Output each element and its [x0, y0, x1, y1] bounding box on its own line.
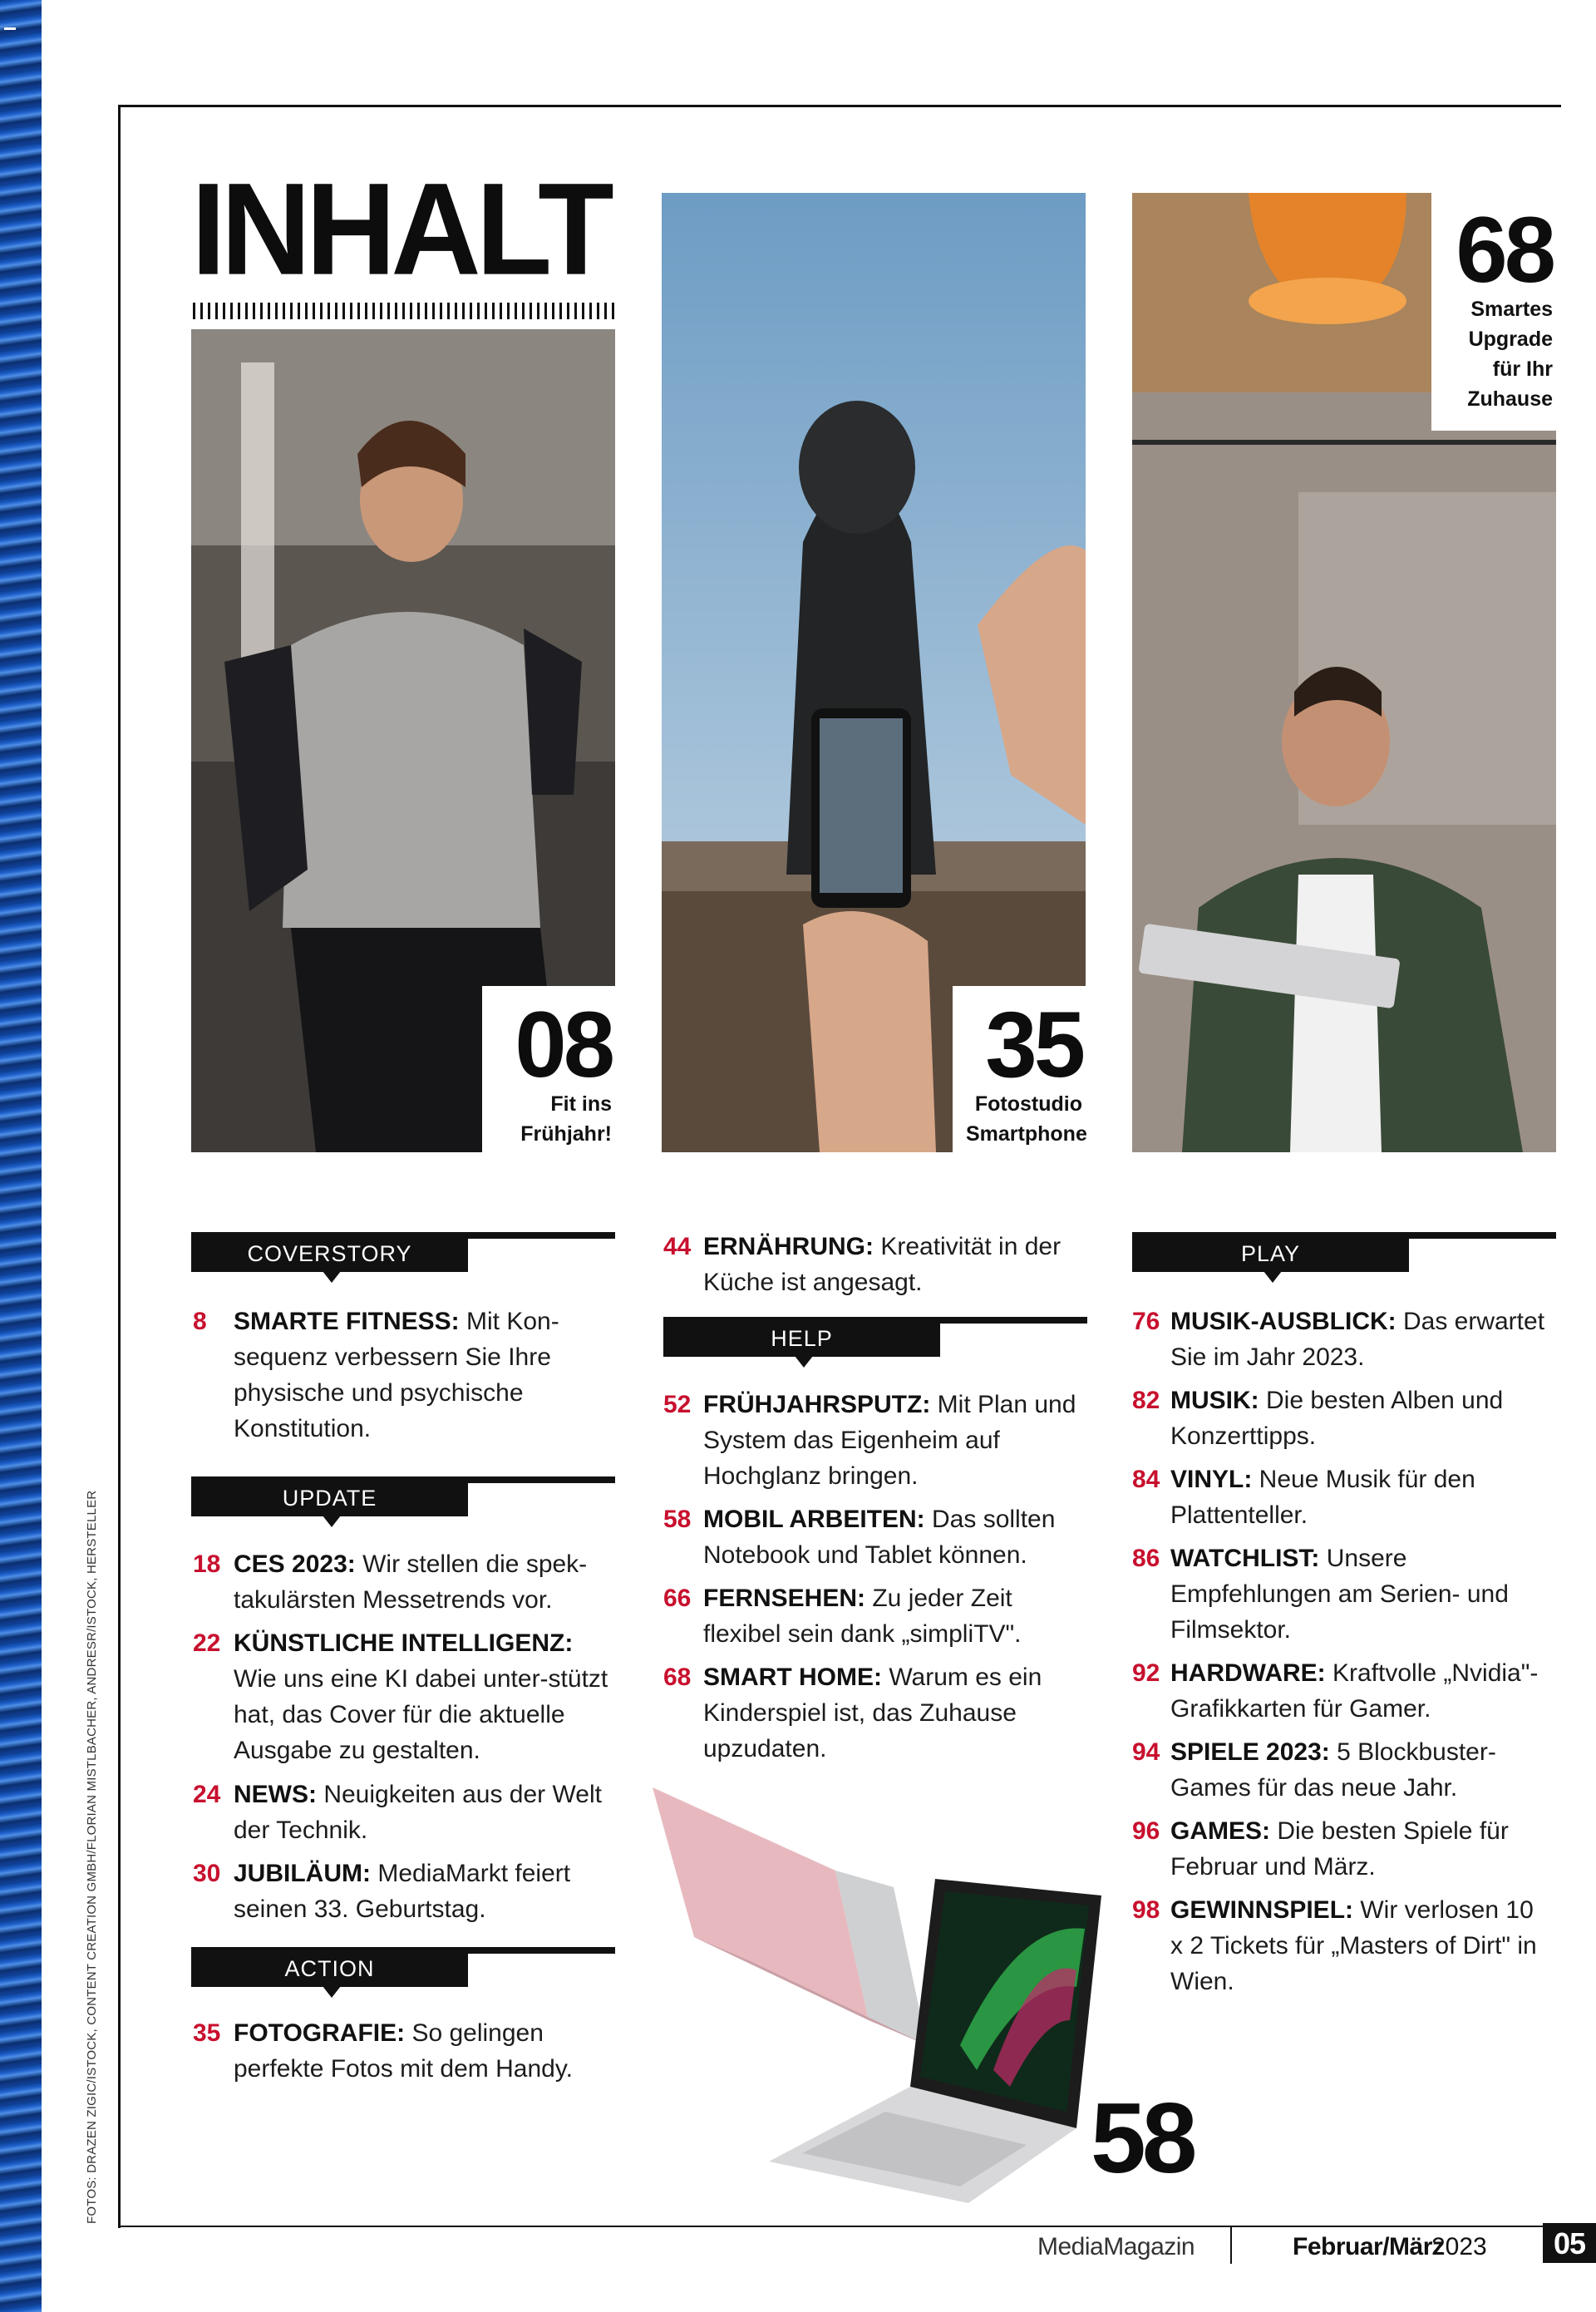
feature-caption: Fit ins: [550, 1092, 612, 1117]
entry-text: Das erwartet Sie im Jahr 2023.: [1170, 1308, 1545, 1371]
toc-entry[interactable]: [663, 1580, 1079, 1652]
entry-text: Wir stellen die spek-takulärsten Messetrends vor.: [234, 1550, 588, 1614]
section-header-coverstory: [191, 1232, 615, 1272]
section-label: HELP: [663, 1317, 940, 1357]
entry-text: Die besten Alben und Konzerttipps.: [1170, 1387, 1504, 1450]
feature-number: 08: [515, 993, 612, 1097]
feature-caption: Frühjahr!: [520, 1122, 612, 1146]
entry-text: Das sollten Notebook und Tablet können.: [703, 1506, 1056, 1569]
section-header-action: [191, 1947, 615, 1987]
toc-entry[interactable]: [193, 1777, 617, 1848]
frame-left-rule: [118, 105, 121, 2228]
toc-entry[interactable]: [1132, 1892, 1539, 1999]
feature-caption: Smartphone: [966, 1122, 1087, 1146]
entry-heading: SMARTE FITNESS:: [234, 1308, 460, 1335]
entry-page-number: 18: [193, 1550, 221, 1578]
entry-heading: HARDWARE:: [1170, 1659, 1326, 1687]
entry-text: MediaMarkt feiert seinen 33. Geburtstag.: [234, 1860, 571, 1923]
toc-entry[interactable]: [1132, 1383, 1556, 1454]
entry-heading: FOTOGRAFIE:: [234, 2019, 406, 2047]
entry-text: Warum es ein Kinderspiel ist, das Zuhause upzudaten.: [703, 1664, 1042, 1762]
entry-text: 5 Blockbuster-Games für das neue Jahr.: [1170, 1738, 1496, 1802]
entry-heading: GAMES:: [1170, 1817, 1270, 1845]
toc-entry[interactable]: [1132, 1541, 1556, 1648]
feature-caption: Fotostudio: [974, 1092, 1082, 1117]
entry-page-number: 22: [193, 1629, 221, 1657]
decorative-side-strip: [0, 0, 42, 2312]
entry-page-number: 68: [663, 1664, 692, 1691]
entry-page-number: 76: [1132, 1308, 1160, 1335]
section-label: COVERSTORY: [191, 1232, 468, 1272]
entry-text: Mit Plan und System das Eigenheim auf Hochglanz bringen.: [703, 1391, 1076, 1490]
entry-heading: CES 2023:: [234, 1550, 356, 1578]
feature-caption: Upgrade: [1468, 328, 1553, 352]
entry-heading: MUSIK-AUSBLICK:: [1170, 1308, 1396, 1335]
entry-heading: WATCHLIST:: [1170, 1545, 1320, 1572]
entry-page-number: 66: [663, 1585, 692, 1612]
footer-divider: [1230, 2226, 1232, 2264]
entry-page-number: 86: [1132, 1545, 1160, 1572]
feature-58-number: 58: [1091, 2083, 1194, 2194]
section-header-play: [1132, 1232, 1556, 1272]
entry-heading: MUSIK:: [1170, 1387, 1259, 1414]
photo-credit: FOTOS: DRAZEN ZIGIC/ISTOCK, CONTENT CREATION GMBH/FLORIAN MISTLBACHER, ANDRESR/ISTOCK, HERSTELLER: [85, 1490, 99, 2224]
strip-mark: [4, 27, 16, 30]
toc-entry[interactable]: [193, 1625, 617, 1768]
feature-68-label[interactable]: [1431, 193, 1556, 431]
feature-number: 35: [985, 993, 1082, 1097]
entry-page-number: 84: [1132, 1466, 1160, 1493]
entry-page-number: 96: [1132, 1817, 1160, 1845]
feature-caption: Zuhause: [1467, 387, 1553, 412]
feature-number: 68: [1456, 198, 1553, 302]
entry-page-number: 58: [663, 1506, 692, 1533]
feature-caption: Smartes: [1470, 298, 1553, 322]
entry-text: Die besten Spiele für Februar und März.: [1170, 1817, 1509, 1881]
footer-year: 2023: [1431, 2233, 1487, 2260]
toc-entry[interactable]: [1132, 1304, 1556, 1375]
entry-page-number: 35: [193, 2019, 221, 2047]
laptops-image[interactable]: [644, 1771, 1110, 2211]
entry-heading: FERNSEHEN:: [703, 1585, 866, 1612]
page-title: INHALT: [191, 155, 609, 303]
entry-heading: ERNÄHRUNG:: [703, 1233, 874, 1260]
toc-entry[interactable]: [193, 1856, 617, 1927]
entry-text: Kraftvolle „Nvidia"-Grafikkarten für Gamer.: [1170, 1659, 1539, 1723]
toc-entry[interactable]: [1132, 1813, 1556, 1885]
toc-entry[interactable]: [663, 1387, 1079, 1494]
feature-caption: für Ihr: [1492, 357, 1553, 382]
entry-text: Mit Kon-sequenz verbessern Sie Ihre physische und psychische Konstitution.: [234, 1308, 559, 1442]
entry-heading: NEWS:: [234, 1781, 317, 1808]
section-label: PLAY: [1132, 1232, 1409, 1272]
section-label: ACTION: [191, 1947, 468, 1987]
toc-entry[interactable]: [663, 1229, 1079, 1300]
section-header-update: [191, 1476, 615, 1516]
entry-page-number: 52: [663, 1391, 692, 1418]
page-number-badge: 05: [1543, 2223, 1596, 2263]
toc-entry[interactable]: [193, 2015, 617, 2087]
toc-entry[interactable]: [1132, 1734, 1556, 1806]
entry-text: Neuigkeiten aus der Welt der Technik.: [234, 1781, 602, 1844]
entry-heading: SMART HOME:: [703, 1664, 882, 1691]
toc-entry[interactable]: [1132, 1462, 1556, 1533]
frame-bottom-rule: [118, 2226, 1561, 2227]
entry-text: Neue Musik für den Plattenteller.: [1170, 1466, 1475, 1529]
footer-brand: MediaMagazin: [1037, 2233, 1195, 2260]
barcode-rule: [193, 303, 617, 319]
entry-text: Unsere Empfehlungen am Serien- und Filmsektor.: [1170, 1545, 1509, 1644]
entry-text: Wir verlosen 10 x 2 Tickets für „Masters of Dirt" in Wien.: [1170, 1896, 1537, 1995]
section-header-help: [663, 1317, 1087, 1357]
entry-page-number: 24: [193, 1781, 221, 1808]
entry-text: Kreativität in der Küche ist angesagt.: [703, 1233, 1062, 1296]
feature-35-label[interactable]: [953, 986, 1086, 1152]
entry-heading: MOBIL ARBEITEN:: [703, 1506, 925, 1533]
entry-page-number: 92: [1132, 1659, 1160, 1687]
entry-heading: FRÜHJAHRSPUTZ:: [703, 1391, 931, 1418]
entry-page-number: 30: [193, 1860, 221, 1887]
footer-date: Februar/März: [1293, 2233, 1445, 2260]
entry-heading: SPIELE 2023:: [1170, 1738, 1330, 1766]
toc-entry[interactable]: [663, 1501, 1079, 1573]
toc-entry[interactable]: [663, 1659, 1079, 1767]
entry-text: Wie uns eine KI dabei unter-stützt hat, das Cover für die aktuelle Ausgabe zu gestalten.: [234, 1665, 608, 1764]
entry-heading: VINYL:: [1170, 1466, 1253, 1493]
toc-entry[interactable]: [1132, 1655, 1564, 1727]
entry-page-number: 98: [1132, 1896, 1160, 1924]
entry-page-number: 82: [1132, 1387, 1160, 1414]
entry-heading: JUBILÄUM:: [234, 1860, 371, 1887]
entry-heading: GEWINNSPIEL:: [1170, 1896, 1354, 1924]
section-label: UPDATE: [191, 1476, 468, 1516]
entry-heading: KÜNSTLICHE INTELLIGENZ:: [234, 1629, 574, 1657]
entry-text: Zu jeder Zeit flexibel sein dank „simpliTV".: [703, 1585, 1022, 1648]
entry-text: So gelingen perfekte Fotos mit dem Handy.: [234, 2019, 573, 2083]
toc-entry[interactable]: [193, 1546, 617, 1618]
entry-page-number: 94: [1132, 1738, 1160, 1766]
entry-page-number: 8: [193, 1308, 207, 1335]
feature-08-label[interactable]: [482, 986, 615, 1152]
toc-entry[interactable]: [193, 1304, 608, 1447]
entry-page-number: 44: [663, 1233, 692, 1260]
frame-top-rule: [118, 105, 1561, 107]
